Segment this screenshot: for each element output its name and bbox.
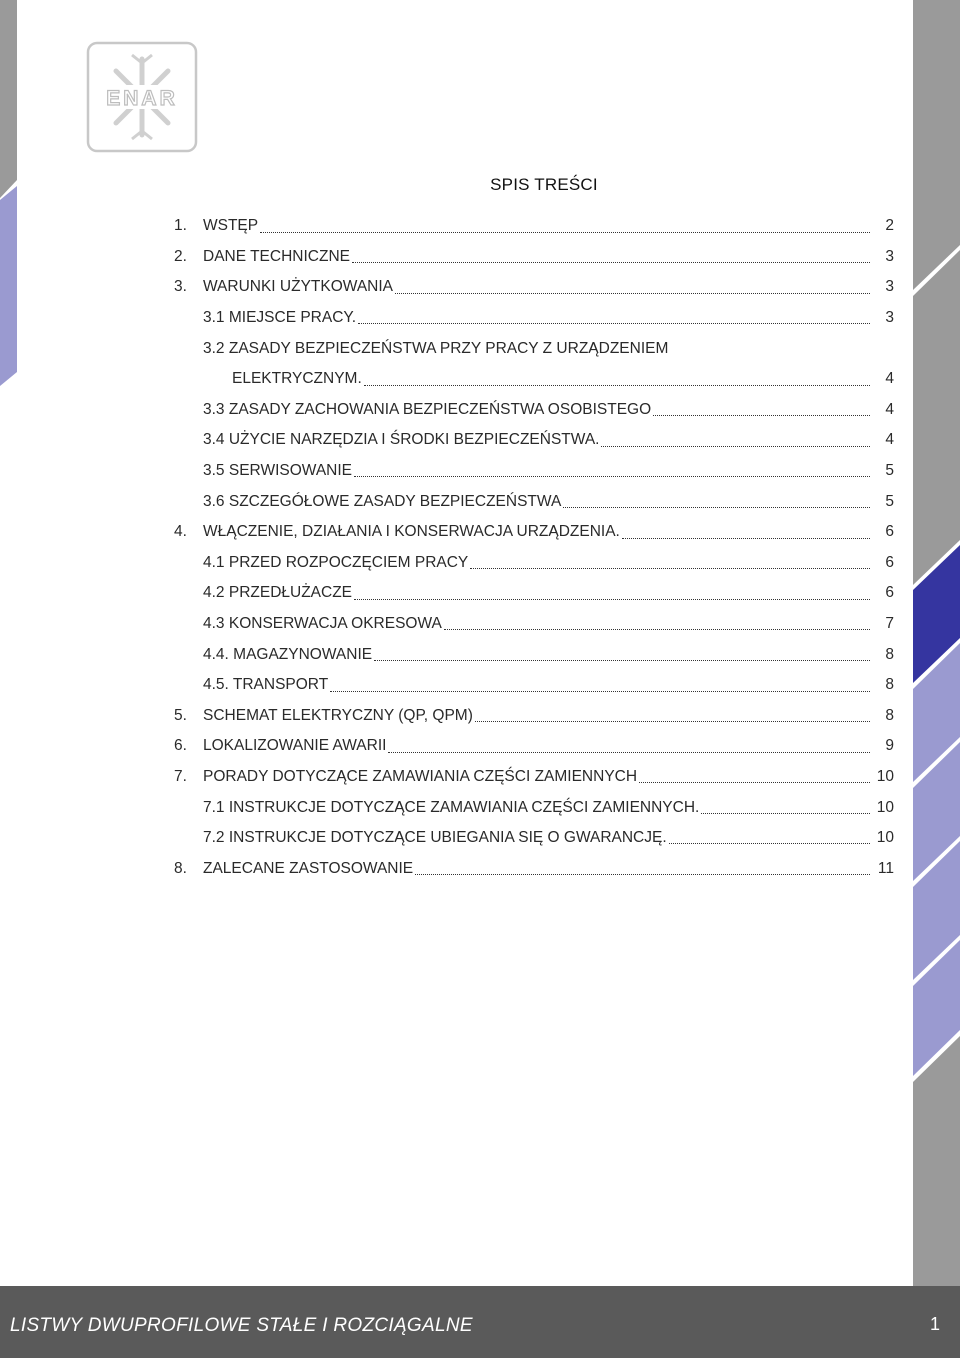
toc-entry-number: 1.	[174, 217, 187, 235]
toc-entry-page: 7	[885, 615, 894, 633]
toc-dot-leader	[388, 752, 870, 753]
toc-entry-title: 7.1 INSTRUKCJE DOTYCZĄCE ZAMAWIANIA CZĘŚCI ZAMIENNYCH.	[203, 798, 700, 816]
toc-entry-page: 8	[885, 706, 894, 724]
toc-entry-title: LOKALIZOWANIE AWARII	[203, 737, 387, 755]
toc-entry[interactable]	[174, 578, 894, 609]
toc-entry-title: 4.2 PRZEDŁUŻACZE	[203, 584, 353, 602]
toc-entry[interactable]	[174, 333, 894, 364]
toc-entry[interactable]	[174, 670, 894, 701]
left-purple-stripe	[0, 186, 17, 386]
toc-dot-leader	[330, 691, 870, 692]
toc-dot-leader	[415, 874, 870, 875]
toc-entry-number: 7.	[174, 767, 187, 785]
toc-dot-leader	[260, 232, 870, 233]
toc-dot-leader	[364, 385, 870, 386]
toc-entry[interactable]	[174, 517, 894, 548]
toc-entry[interactable]	[174, 395, 894, 426]
toc-entry-page: 4	[885, 370, 894, 388]
toc-entry[interactable]	[174, 456, 894, 487]
toc-entry[interactable]	[174, 639, 894, 670]
toc-entry-number: 4.	[174, 523, 187, 541]
toc-entry-page: 10	[876, 767, 894, 785]
toc-entry-title: SCHEMAT ELEKTRYCZNY (QP, QPM)	[203, 706, 473, 724]
toc-title: SPIS TREŚCI	[490, 175, 598, 194]
toc-dot-leader	[669, 843, 870, 844]
left-gray-stripe	[0, 0, 17, 198]
toc-dot-leader	[470, 568, 870, 569]
toc-dot-leader	[653, 415, 870, 416]
toc-entry-title: 3.6 SZCZEGÓŁOWE ZASADY BEZPIECZEŃSTWA	[203, 492, 562, 510]
toc-entry[interactable]	[174, 853, 894, 884]
toc-dot-leader	[352, 262, 870, 263]
toc-entry-title: PORADY DOTYCZĄCE ZAMAWIANIA CZĘŚCI ZAMIENNYCH	[203, 767, 638, 785]
toc-entry[interactable]	[174, 242, 894, 273]
toc-entry[interactable]	[174, 762, 894, 793]
toc-dot-leader	[701, 813, 870, 814]
toc-entry-title: 3.2 ZASADY BEZPIECZEŃSTWA PRZY PRACY Z URZĄDZENIEM	[203, 339, 669, 357]
table-of-contents	[174, 211, 894, 884]
toc-entry-title: WARUNKI UŻYTKOWANIA	[203, 278, 394, 296]
toc-entry[interactable]	[174, 823, 894, 854]
toc-entry-page: 10	[876, 798, 894, 816]
toc-entry-page: 4	[885, 400, 894, 418]
toc-entry-number: 8.	[174, 859, 187, 877]
toc-dot-leader	[354, 599, 870, 600]
toc-entry-title: 4.4. MAGAZYNOWANIE	[203, 645, 373, 663]
toc-dot-leader	[395, 293, 870, 294]
toc-entry[interactable]	[174, 609, 894, 640]
toc-entry-title: 3.3 ZASADY ZACHOWANIA BEZPIECZEŃSTWA OSOBISTEGO	[203, 400, 652, 418]
toc-entry-page: 6	[885, 584, 894, 602]
toc-dot-leader	[475, 721, 870, 722]
toc-entry-title: 3.5 SERWISOWANIE	[203, 462, 353, 480]
toc-entry-page: 8	[885, 676, 894, 694]
toc-entry-title: 4.3 KONSERWACJA OKRESOWA	[203, 615, 442, 633]
toc-entry-page: 9	[885, 737, 894, 755]
toc-dot-leader	[444, 629, 870, 630]
toc-entry-title: 7.2 INSTRUKCJE DOTYCZĄCE UBIEGANIA SIĘ O GWARANCJĘ.	[203, 829, 667, 847]
enar-logo	[86, 41, 198, 153]
toc-entry-page: 6	[885, 553, 894, 571]
toc-entry[interactable]	[174, 425, 894, 456]
right-gray-stripe	[913, 250, 960, 585]
toc-entry[interactable]	[174, 486, 894, 517]
toc-entry-title: WSTĘP	[203, 217, 259, 235]
footer-title: LISTWY DWUPROFILOWE STAŁE I ROZCIĄGALNE	[10, 1315, 473, 1336]
toc-entry-page: 2	[885, 217, 894, 235]
toc-entry-page: 4	[885, 431, 894, 449]
toc-dot-leader	[358, 323, 870, 324]
toc-entry-page: 3	[885, 247, 894, 265]
toc-entry-title: WŁĄCZENIE, DZIAŁANIA I KONSERWACJA URZĄDZENIA.	[203, 523, 620, 541]
footer-page-number: 1	[929, 1314, 940, 1334]
toc-entry-page: 11	[877, 859, 894, 877]
logo-text: ENAR	[106, 87, 178, 110]
toc-dot-leader	[601, 446, 870, 447]
right-gray-stripe-bottom	[913, 1036, 960, 1290]
toc-entry-page: 6	[885, 523, 894, 541]
toc-entry-page: 3	[885, 278, 894, 296]
toc-entry[interactable]	[174, 548, 894, 579]
toc-entry[interactable]	[174, 272, 894, 303]
toc-dot-leader	[563, 507, 870, 508]
toc-dot-leader	[639, 782, 870, 783]
toc-entry-page: 5	[885, 492, 894, 510]
toc-entry[interactable]	[174, 792, 894, 823]
right-gray-stripe-top	[913, 0, 960, 290]
toc-entry-page: 10	[876, 829, 894, 847]
toc-entry-title: 4.5. TRANSPORT	[203, 676, 329, 694]
toc-entry-title: 3.1 MIEJSCE PRACY.	[203, 309, 357, 327]
toc-entry-page: 8	[885, 645, 894, 663]
toc-entry-title: ZALECANE ZASTOSOWANIE	[203, 859, 414, 877]
toc-entry[interactable]	[174, 701, 894, 732]
toc-entry-number: 5.	[174, 706, 187, 724]
toc-entry-title: ELEKTRYCZNYM.	[232, 370, 362, 388]
toc-entry[interactable]	[174, 303, 894, 334]
toc-entry-title: 3.4 UŻYCIE NARZĘDZIA I ŚRODKI BEZPIECZEŃSTWA.	[203, 431, 600, 449]
toc-entry-number: 6.	[174, 737, 187, 755]
toc-dot-leader	[374, 660, 870, 661]
toc-entry[interactable]	[174, 211, 894, 242]
toc-dot-leader	[622, 538, 870, 539]
toc-entry-number: 3.	[174, 278, 187, 296]
toc-entry[interactable]	[174, 731, 894, 762]
toc-entry-title: 4.1 PRZED ROZPOCZĘCIEM PRACY	[203, 553, 469, 571]
toc-entry-title: DANE TECHNICZNE	[203, 247, 350, 265]
toc-entry-page: 3	[885, 309, 894, 327]
toc-dot-leader	[354, 476, 870, 477]
toc-entry-page: 5	[885, 462, 894, 480]
toc-entry-number: 2.	[174, 247, 187, 265]
toc-entry[interactable]	[174, 364, 894, 395]
